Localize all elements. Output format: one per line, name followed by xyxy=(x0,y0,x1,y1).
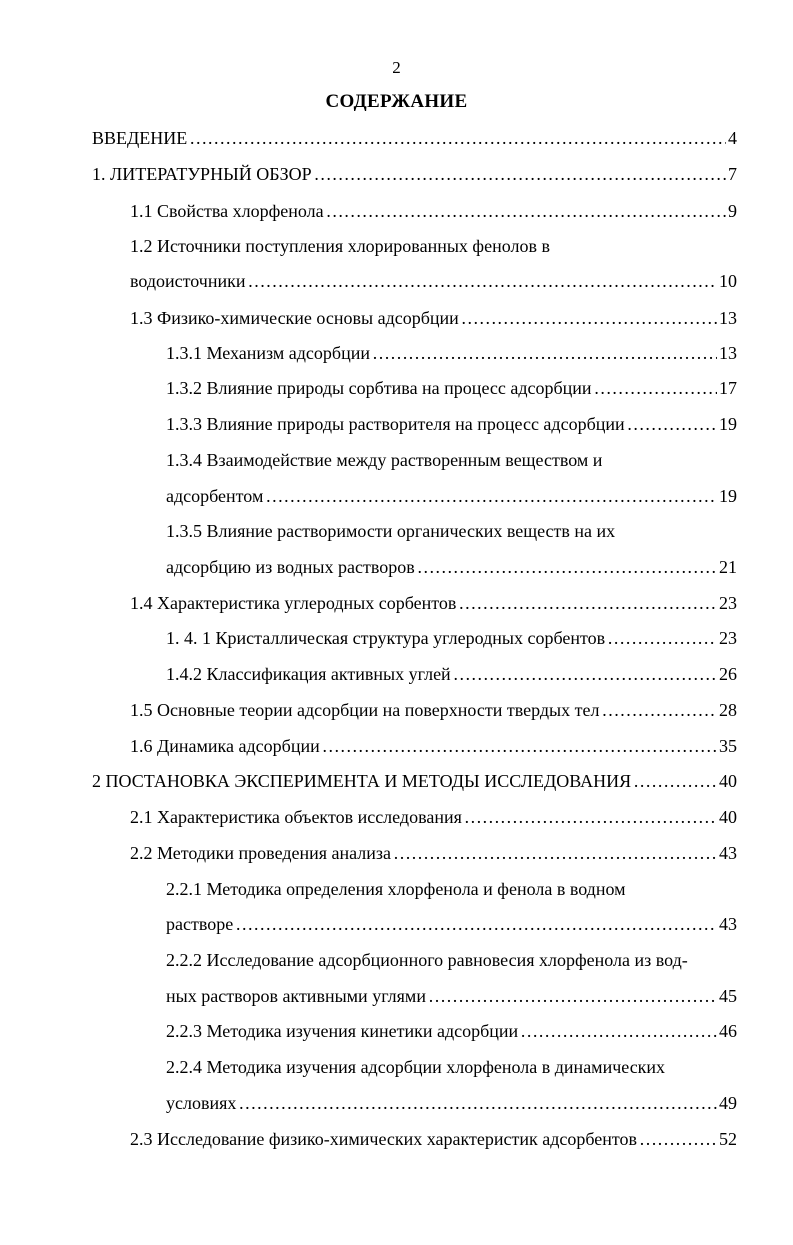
toc-entry-text: 1. ЛИТЕРАТУРНЫЙ ОБЗОР xyxy=(92,164,312,184)
toc-leader xyxy=(322,733,717,759)
toc-entry[interactable] xyxy=(166,1090,737,1116)
toc-entry-page: 43 xyxy=(719,843,737,863)
toc-entry-text: ных растворов активными углями xyxy=(166,986,426,1006)
toc-leader xyxy=(393,840,717,866)
toc-entry-page: 23 xyxy=(719,628,737,648)
toc-leader xyxy=(326,198,726,224)
toc-entry-page: 9 xyxy=(728,201,737,221)
toc-entry-text: 1.6 Динамика адсорбции xyxy=(130,736,320,756)
toc-entry[interactable] xyxy=(130,305,737,331)
toc-entry-text: 1.3 Физико-химические основы адсорбции xyxy=(130,308,459,328)
toc-entry-page: 40 xyxy=(719,771,737,791)
toc-entry[interactable] xyxy=(130,697,737,723)
toc-entry[interactable] xyxy=(92,125,737,151)
toc-leader xyxy=(372,340,717,366)
toc-leader xyxy=(314,161,726,187)
toc-entry[interactable] xyxy=(130,590,737,616)
toc-entry-page: 49 xyxy=(719,1093,737,1113)
toc-entry[interactable] xyxy=(166,340,737,366)
toc-entry-text: 1.3.2 Влияние природы сорбтива на процесс адсорбции xyxy=(166,378,592,398)
toc-entry-text-line1[interactable]: 2.2.2 Исследование адсорбционного равновесия хлорфенола из вод- xyxy=(166,950,688,970)
toc-leader xyxy=(601,697,717,723)
page-number: 2 xyxy=(392,58,401,77)
toc-entry-text: адсорбцию из водных растворов xyxy=(166,557,415,577)
toc-entry-page: 17 xyxy=(719,378,737,398)
toc-leader xyxy=(453,661,717,687)
toc-entry[interactable] xyxy=(166,483,737,509)
toc-leader xyxy=(520,1018,717,1044)
toc-leader xyxy=(235,911,717,937)
toc-entry-text-line1[interactable]: 2.2.1 Методика определения хлорфенола и фенола в водном xyxy=(166,879,626,899)
toc-entry-text-line1[interactable]: 1.3.5 Влияние растворимости органических веществ на их xyxy=(166,521,616,541)
toc-leader xyxy=(633,768,717,794)
toc-leader xyxy=(639,1126,717,1152)
toc-entry[interactable] xyxy=(130,804,737,830)
toc-leader xyxy=(428,983,717,1009)
toc-leader xyxy=(248,268,718,294)
toc-entry-page: 7 xyxy=(728,164,737,184)
toc-entry-text-line1[interactable]: 2.2.4 Методика изучения адсорбции хлорфенола в динамических xyxy=(166,1057,666,1077)
toc-entry[interactable] xyxy=(166,554,737,580)
toc-entry-page: 19 xyxy=(719,486,737,506)
toc-entry-page: 21 xyxy=(719,557,737,577)
toc-entry-text: условиях xyxy=(166,1093,237,1113)
toc-entry[interactable] xyxy=(166,625,737,651)
toc-leader xyxy=(417,554,717,580)
toc-entry-text: 2.1 Характеристика объектов исследования xyxy=(130,807,462,827)
toc-title: СОДЕРЖАНИЕ xyxy=(325,91,468,112)
toc-leader xyxy=(458,590,717,616)
toc-entry-page: 13 xyxy=(719,308,737,328)
toc-entry[interactable] xyxy=(166,1018,737,1044)
toc-entry-page: 43 xyxy=(719,914,737,934)
toc-leader xyxy=(627,411,717,437)
toc-entry[interactable] xyxy=(130,733,737,759)
toc-entry[interactable] xyxy=(166,661,737,687)
toc-entry-page: 4 xyxy=(728,128,737,148)
toc-entry-page: 23 xyxy=(719,593,737,613)
toc-entry-text: адсорбентом xyxy=(166,486,264,506)
toc-entry[interactable] xyxy=(130,1126,737,1152)
toc-leader xyxy=(265,483,717,509)
toc-entry-page: 52 xyxy=(719,1129,737,1149)
toc-entry[interactable] xyxy=(130,840,737,866)
toc-entry[interactable] xyxy=(92,768,737,794)
toc-leader xyxy=(189,125,726,151)
toc-entry-text: водоисточники xyxy=(130,271,246,291)
toc-entry-text: ВВЕДЕНИЕ xyxy=(92,128,188,148)
toc-leader xyxy=(464,804,717,830)
toc-entry-text: 1. 4. 1 Кристаллическая структура углеродных сорбентов xyxy=(166,628,606,648)
toc-entry[interactable] xyxy=(130,198,737,224)
toc-entry-text-line1[interactable]: 1.3.4 Взаимодействие между растворенным веществом и xyxy=(166,450,603,470)
toc-entry[interactable] xyxy=(166,983,737,1009)
toc-entry-text: 1.4.2 Классификация активных углей xyxy=(166,664,451,684)
toc-entry-page: 40 xyxy=(719,807,737,827)
toc-entry-text: 2 ПОСТАНОВКА ЭКСПЕРИМЕНТА И МЕТОДЫ ИССЛЕДОВАНИЯ xyxy=(92,771,632,791)
toc-entry[interactable] xyxy=(130,268,737,294)
toc-entry-text: 1.4 Характеристика углеродных сорбентов xyxy=(130,593,457,613)
toc-leader xyxy=(238,1090,717,1116)
toc-leader xyxy=(461,305,717,331)
toc-entry-page: 28 xyxy=(719,700,737,720)
toc-leader xyxy=(607,625,717,651)
toc-entry-page: 19 xyxy=(719,414,737,434)
toc-entry-text: растворе xyxy=(166,914,234,934)
toc-entry-text: 1.1 Свойства хлорфенола xyxy=(130,201,324,221)
toc-entry[interactable] xyxy=(166,911,737,937)
toc-entry-text: 1.3.1 Механизм адсорбции xyxy=(166,343,370,363)
toc-entry-page: 13 xyxy=(719,343,737,363)
toc-entry-text: 1.3.3 Влияние природы растворителя на процесс адсорбции xyxy=(166,414,625,434)
toc-entry[interactable] xyxy=(166,375,737,401)
toc-entry-text: 2.3 Исследование физико-химических характеристик адсорбентов xyxy=(130,1129,638,1149)
toc-entry-text: 1.5 Основные теории адсорбции на поверхности твердых тел xyxy=(130,700,600,720)
toc-entry[interactable] xyxy=(92,161,737,187)
toc-entry-text: 2.2.3 Методика изучения кинетики адсорбции xyxy=(166,1021,519,1041)
toc-entry-text-line1[interactable]: 1.2 Источники поступления хлорированных фенолов в xyxy=(130,236,550,256)
toc-entry[interactable] xyxy=(166,411,737,437)
toc-entry-page: 35 xyxy=(719,736,737,756)
toc-entry-text: 2.2 Методики проведения анализа xyxy=(130,843,391,863)
toc-entry-page: 26 xyxy=(719,664,737,684)
toc-entry-page: 45 xyxy=(719,986,737,1006)
toc-leader xyxy=(594,375,717,401)
toc-entry-page: 46 xyxy=(719,1021,737,1041)
toc-entry-page: 10 xyxy=(719,271,737,291)
